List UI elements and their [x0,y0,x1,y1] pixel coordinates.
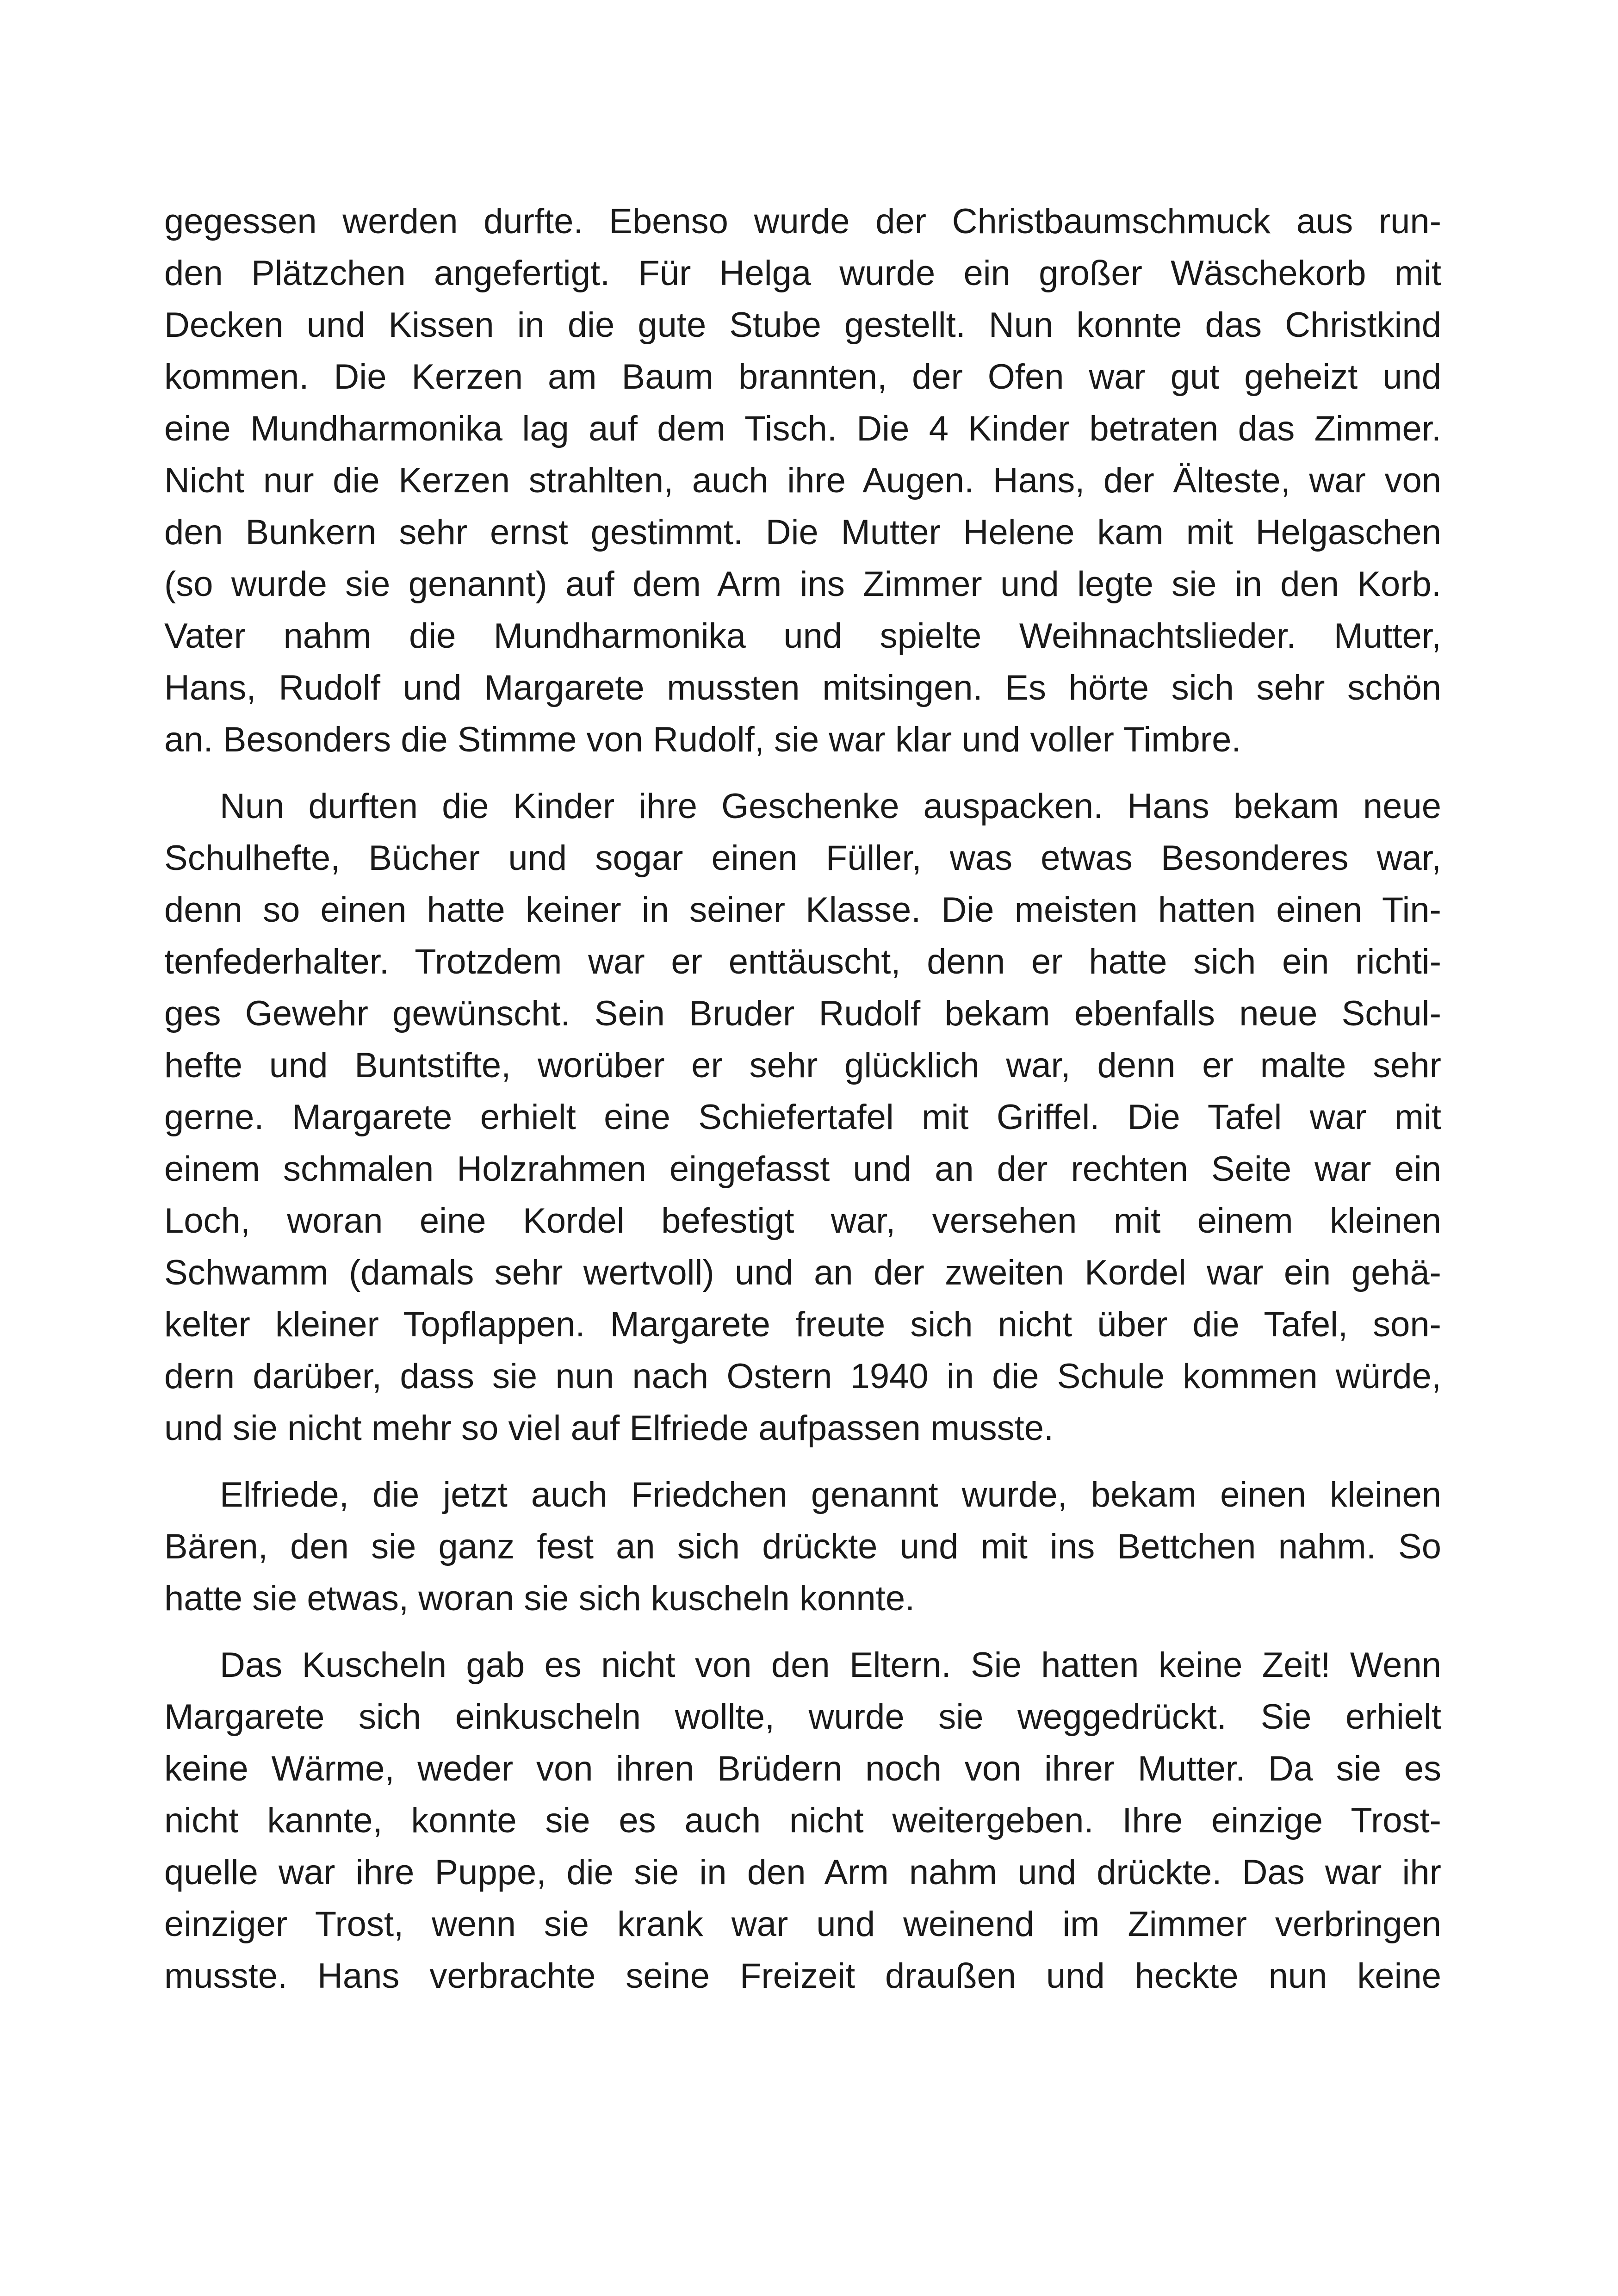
text-line: Das Kuscheln gab es nicht von den Eltern. Sie hatten keine Zeit! Wenn [220,1645,1441,1685]
text-line: Loch, woran eine Kordel befestigt war, versehen mit einem kleinen [164,1201,1441,1241]
text-line: (so wurde sie genannt) auf dem Arm ins Zimmer und legte sie in den Korb. [164,565,1441,604]
paragraph-1 [164,196,1441,766]
text-line: ges Gewehr gewünscht. Sein Bruder Rudolf bekam ebenfalls neue Schul- [164,994,1441,1033]
text-line: Vater nahm die Mundharmonika und spielte Weihnachtslieder. Mutter, [164,616,1441,656]
text-line: Hans, Rudolf und Margarete mussten mitsingen. Es hörte sich sehr schön [164,668,1441,707]
text-line: tenfederhalter. Trotzdem war er enttäuscht, denn er hatte sich ein richti- [164,942,1441,981]
text-line: einziger Trost, wenn sie krank war und weinend im Zimmer verbringen [164,1905,1441,1944]
text-line: den Plätzchen angefertigt. Für Helga wurde ein großer Wäschekorb mit [164,254,1441,293]
text-line: an. Besonders die Stimme von Rudolf, sie war klar und voller Timbre. [164,720,1241,759]
text-line: gerne. Margarete erhielt eine Schiefertafel mit Griffel. Die Tafel war mit [164,1098,1441,1137]
paragraph-4 [164,1639,1441,2002]
text-line: denn so einen hatte keiner in seiner Klasse. Die meisten hatten einen Tin- [164,890,1441,930]
text-line: gegessen werden durfte. Ebenso wurde der Christbaumschmuck aus run- [164,202,1441,241]
text-line: Margarete sich einkuscheln wollte, wurde sie weggedrückt. Sie erhielt [164,1697,1441,1737]
paragraph-3 [164,1469,1441,1625]
text-line: Nun durften die Kinder ihre Geschenke auspacken. Hans bekam neue [220,787,1441,826]
text-line: Elfriede, die jetzt auch Friedchen genannt wurde, bekam einen kleinen [220,1475,1441,1514]
paragraph-2 [164,781,1441,1454]
text-line: Bären, den sie ganz fest an sich drückte und mit ins Bettchen nahm. So [164,1527,1441,1566]
text-line: Decken und Kissen in die gute Stube gestellt. Nun konnte das Christkind [164,305,1441,345]
text-line: musste. Hans verbrachte seine Freizeit draußen und heckte nun keine [164,1956,1441,1996]
text-line: kommen. Die Kerzen am Baum brannten, der Ofen war gut geheizt und [164,357,1441,397]
text-line: kelter kleiner Topflappen. Margarete freute sich nicht über die Tafel, son- [164,1305,1441,1344]
text-line: Nicht nur die Kerzen strahlten, auch ihre Augen. Hans, der Älteste, war von [164,461,1441,500]
text-line: keine Wärme, weder von ihren Brüdern noch von ihrer Mutter. Da sie es [164,1749,1441,1788]
text-line: und sie nicht mehr so viel auf Elfriede aufpassen musste. [164,1409,1054,1448]
text-line: Schwamm (damals sehr wertvoll) und an der zweiten Kordel war ein gehä- [164,1253,1441,1292]
text-line: hefte und Buntstifte, worüber er sehr glücklich war, denn er malte sehr [164,1046,1441,1085]
text-line: hatte sie etwas, woran sie sich kuscheln konnte. [164,1579,915,1618]
text-line: einem schmalen Holzrahmen eingefasst und an der rechten Seite war ein [164,1149,1441,1189]
text-line: eine Mundharmonika lag auf dem Tisch. Die 4 Kinder betraten das Zimmer. [164,409,1441,448]
text-line: quelle war ihre Puppe, die sie in den Arm nahm und drückte. Das war ihr [164,1853,1441,1892]
text-line: nicht kannte, konnte sie es auch nicht weitergeben. Ihre einzige Trost- [164,1801,1441,1840]
text-line: den Bunkern sehr ernst gestimmt. Die Mutter Helene kam mit Helgaschen [164,513,1441,552]
text-line: dern darüber, dass sie nun nach Ostern 1940 in die Schule kommen würde, [164,1357,1441,1396]
text-line: Schulhefte, Bücher und sogar einen Füller, was etwas Besonderes war, [164,838,1441,878]
body-text [164,196,1441,2017]
